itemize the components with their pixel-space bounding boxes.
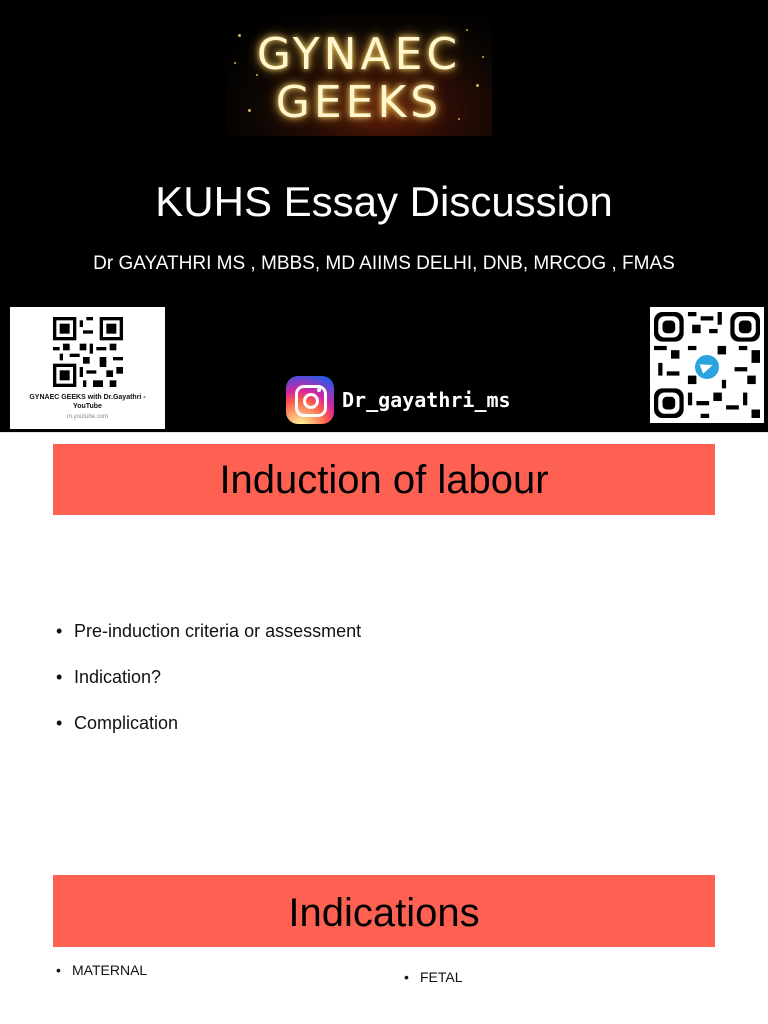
youtube-caption: GYNAEC GEEKS with Dr.Gayathri - YouTube <box>29 394 146 410</box>
gynaec-geeks-logo <box>226 14 492 136</box>
youtube-qr-card[interactable] <box>10 307 165 429</box>
telegram-qr-card[interactable] <box>650 307 764 423</box>
youtube-url: m.youtube.com <box>66 414 109 420</box>
induction-heading: Induction of labour <box>53 444 715 515</box>
list-item: • Indication? <box>56 666 361 688</box>
slide-divider <box>0 432 768 433</box>
instagram-handle: Dr_gayathri_ms <box>342 388 511 412</box>
logo-line-2: GEEKS <box>275 77 443 128</box>
list-item: • Pre-induction criteria or assessment <box>56 620 361 642</box>
logo-line-1: GYNAEC <box>256 29 462 80</box>
title-slide <box>0 0 768 432</box>
deck-title: KUHS Essay Discussion <box>155 178 613 225</box>
fetal-item: • FETAL <box>404 969 463 985</box>
author-credentials: Dr GAYATHRI MS , MBBS, MD AIIMS DELHI, DNB, MRCOG , FMAS <box>93 253 675 274</box>
list-item: • Complication <box>56 712 361 734</box>
youtube-qr-code <box>53 317 123 387</box>
instagram-handle-block[interactable] <box>286 375 511 425</box>
indications-heading: Indications <box>53 875 715 947</box>
maternal-item: • MATERNAL <box>56 962 147 978</box>
induction-bullet-list <box>56 620 361 758</box>
telegram-icon <box>693 353 721 381</box>
instagram-icon <box>286 376 334 424</box>
